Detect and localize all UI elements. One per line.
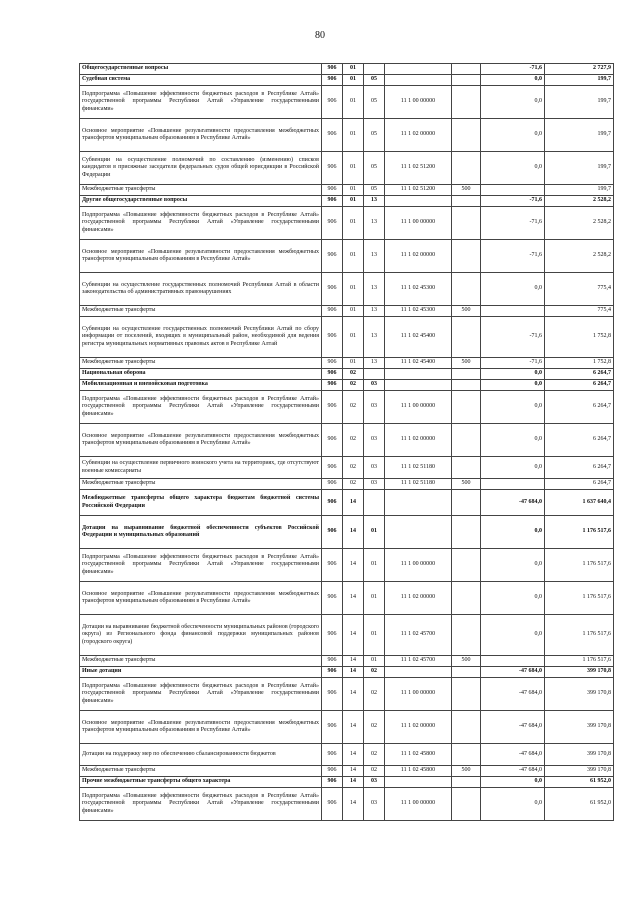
section-code-cell: 14 xyxy=(343,582,364,615)
row-name-cell: Основное мероприятие «Повышение результативности предоставления межбюджетных трансфертов муниципальным образованиям в Республике Алтай» xyxy=(80,240,322,273)
ved-code-cell: 906 xyxy=(322,744,343,766)
table-row xyxy=(80,207,614,240)
subsection-code-cell: 03 xyxy=(364,479,385,490)
section-code-cell: 01 xyxy=(343,240,364,273)
subsection-code-cell: 03 xyxy=(364,424,385,457)
table-row xyxy=(80,424,614,457)
row-name-cell: Другие общегосударственные вопросы xyxy=(80,196,322,207)
total-amount-cell: 1 752,8 xyxy=(545,358,614,369)
change-amount-cell: -47 684,0 xyxy=(481,744,545,766)
expense-type-cell xyxy=(452,711,481,744)
change-amount-cell: 0,0 xyxy=(481,380,545,391)
row-name-cell: Субвенции на осуществление полномочий по составлению (изменению) списков кандидатов в присяжные заседатели федеральных судов общей юрисдикции в Российской Федерации xyxy=(80,152,322,185)
total-amount-cell: 775,4 xyxy=(545,273,614,306)
expense-type-cell: 500 xyxy=(452,479,481,490)
expense-type-cell xyxy=(452,667,481,678)
section-code-cell: 14 xyxy=(343,656,364,667)
section-code-cell: 14 xyxy=(343,549,364,582)
ved-code-cell: 906 xyxy=(322,185,343,196)
subsection-code-cell: 13 xyxy=(364,306,385,317)
target-article-cell xyxy=(385,196,452,207)
section-code-cell: 14 xyxy=(343,615,364,656)
subsection-code-cell: 05 xyxy=(364,75,385,86)
target-article-cell: 11 1 00 00000 xyxy=(385,391,452,424)
total-amount-cell: 1 176 517,6 xyxy=(545,549,614,582)
target-article-cell: 11 1 00 00000 xyxy=(385,788,452,821)
table-row xyxy=(80,479,614,490)
expense-type-cell xyxy=(452,744,481,766)
change-amount-cell: 0,0 xyxy=(481,516,545,549)
ved-code-cell: 906 xyxy=(322,766,343,777)
target-article-cell: 11 1 02 45300 xyxy=(385,306,452,317)
subsection-code-cell: 05 xyxy=(364,152,385,185)
total-amount-cell: 6 264,7 xyxy=(545,369,614,380)
target-article-cell xyxy=(385,75,452,86)
total-amount-cell: 1 176 517,6 xyxy=(545,615,614,656)
expense-type-cell xyxy=(452,207,481,240)
ved-code-cell: 906 xyxy=(322,615,343,656)
target-article-cell: 11 1 02 45700 xyxy=(385,656,452,667)
subsection-code-cell: 02 xyxy=(364,744,385,766)
expense-type-cell xyxy=(452,678,481,711)
total-amount-cell: 2 528,2 xyxy=(545,240,614,273)
row-name-cell: Межбюджетные трансферты общего характера бюджетам бюджетной системы Российской Федерации xyxy=(80,490,322,516)
change-amount-cell: 0,0 xyxy=(481,549,545,582)
total-amount-cell: 1 176 517,6 xyxy=(545,516,614,549)
subsection-code-cell: 01 xyxy=(364,516,385,549)
expense-type-cell: 500 xyxy=(452,656,481,667)
change-amount-cell: -47 684,0 xyxy=(481,766,545,777)
change-amount-cell: -71,6 xyxy=(481,196,545,207)
change-amount-cell: 0,0 xyxy=(481,788,545,821)
table-row xyxy=(80,306,614,317)
total-amount-cell: 399 170,8 xyxy=(545,667,614,678)
subsection-code-cell xyxy=(364,64,385,75)
change-amount-cell: 0,0 xyxy=(481,119,545,152)
table-row xyxy=(80,86,614,119)
expense-type-cell xyxy=(452,152,481,185)
row-name-cell: Межбюджетные трансферты xyxy=(80,766,322,777)
target-article-cell: 11 1 02 51180 xyxy=(385,479,452,490)
ved-code-cell: 906 xyxy=(322,86,343,119)
table-row xyxy=(80,185,614,196)
row-name-cell: Основное мероприятие «Повышение результативности предоставления межбюджетных трансфертов муниципальным образованиям в Республике Алтай» xyxy=(80,119,322,152)
row-name-cell: Межбюджетные трансферты xyxy=(80,656,322,667)
row-name-cell: Субвенции на осуществление государственных полномочий Республики Алтай по сбору информации от поселений, входящих в муниципальный район, необходимой для ведения регистра муниципальных нормативных правовых актов в Республике Алтай xyxy=(80,317,322,358)
section-code-cell: 02 xyxy=(343,380,364,391)
change-amount-cell: 0,0 xyxy=(481,424,545,457)
ved-code-cell: 906 xyxy=(322,678,343,711)
expense-type-cell: 500 xyxy=(452,358,481,369)
row-name-cell: Дотации на выравнивание бюджетной обеспеченности субъектов Российской Федерации и муниципальных образований xyxy=(80,516,322,549)
change-amount-cell: 0,0 xyxy=(481,582,545,615)
section-code-cell: 14 xyxy=(343,711,364,744)
section-code-cell: 01 xyxy=(343,152,364,185)
subsection-code-cell: 13 xyxy=(364,196,385,207)
section-code-cell: 02 xyxy=(343,424,364,457)
row-name-cell: Межбюджетные трансферты xyxy=(80,479,322,490)
expense-type-cell xyxy=(452,424,481,457)
section-code-cell: 02 xyxy=(343,479,364,490)
section-code-cell: 01 xyxy=(343,207,364,240)
table-row xyxy=(80,667,614,678)
ved-code-cell: 906 xyxy=(322,207,343,240)
total-amount-cell: 199,7 xyxy=(545,185,614,196)
expense-type-cell xyxy=(452,582,481,615)
ved-code-cell: 906 xyxy=(322,306,343,317)
change-amount-cell: -47 684,0 xyxy=(481,711,545,744)
expense-type-cell xyxy=(452,777,481,788)
subsection-code-cell: 05 xyxy=(364,185,385,196)
change-amount-cell: 0,0 xyxy=(481,777,545,788)
section-code-cell: 01 xyxy=(343,273,364,306)
ved-code-cell: 906 xyxy=(322,380,343,391)
change-amount-cell: -71,6 xyxy=(481,240,545,273)
subsection-code-cell: 03 xyxy=(364,777,385,788)
total-amount-cell: 199,7 xyxy=(545,86,614,119)
table-row xyxy=(80,711,614,744)
row-name-cell: Дотации на поддержку мер по обеспечению сбалансированности бюджетов xyxy=(80,744,322,766)
section-code-cell: 01 xyxy=(343,64,364,75)
change-amount-cell xyxy=(481,306,545,317)
row-name-cell: Подпрограмма «Повышение эффективности бюджетных расходов в Республике Алтай» государственной программы Республики Алтай «Управление государственными финансами» xyxy=(80,391,322,424)
change-amount-cell: -71,6 xyxy=(481,64,545,75)
change-amount-cell: 0,0 xyxy=(481,152,545,185)
table-row xyxy=(80,369,614,380)
target-article-cell xyxy=(385,369,452,380)
target-article-cell xyxy=(385,64,452,75)
subsection-code-cell: 02 xyxy=(364,667,385,678)
row-name-cell: Национальная оборона xyxy=(80,369,322,380)
ved-code-cell: 906 xyxy=(322,273,343,306)
total-amount-cell: 399 170,8 xyxy=(545,711,614,744)
target-article-cell: 11 1 02 45700 xyxy=(385,615,452,656)
section-code-cell: 01 xyxy=(343,185,364,196)
expense-type-cell xyxy=(452,86,481,119)
table-row xyxy=(80,457,614,479)
table-row xyxy=(80,119,614,152)
target-article-cell xyxy=(385,380,452,391)
section-code-cell: 14 xyxy=(343,777,364,788)
total-amount-cell: 1 176 517,6 xyxy=(545,656,614,667)
target-article-cell: 11 1 02 51200 xyxy=(385,152,452,185)
total-amount-cell: 6 264,7 xyxy=(545,391,614,424)
total-amount-cell: 399 170,8 xyxy=(545,744,614,766)
ved-code-cell: 906 xyxy=(322,240,343,273)
row-name-cell: Основное мероприятие «Повышение результативности предоставления межбюджетных трансфертов муниципальным образованиям в Республике Алтай» xyxy=(80,582,322,615)
row-name-cell: Прочие межбюджетные трансферты общего характера xyxy=(80,777,322,788)
expense-type-cell: 500 xyxy=(452,306,481,317)
row-name-cell: Межбюджетные трансферты xyxy=(80,358,322,369)
section-code-cell: 02 xyxy=(343,369,364,380)
change-amount-cell: -47 684,0 xyxy=(481,667,545,678)
ved-code-cell: 906 xyxy=(322,152,343,185)
change-amount-cell xyxy=(481,185,545,196)
target-article-cell: 11 1 02 45800 xyxy=(385,744,452,766)
target-article-cell xyxy=(385,667,452,678)
table-row xyxy=(80,358,614,369)
section-code-cell: 14 xyxy=(343,744,364,766)
ved-code-cell: 906 xyxy=(322,196,343,207)
subsection-code-cell: 03 xyxy=(364,788,385,821)
ved-code-cell: 906 xyxy=(322,64,343,75)
table-row xyxy=(80,615,614,656)
table-row xyxy=(80,656,614,667)
target-article-cell: 11 1 02 45400 xyxy=(385,317,452,358)
expense-type-cell xyxy=(452,516,481,549)
target-article-cell: 11 1 02 51180 xyxy=(385,457,452,479)
target-article-cell: 11 1 00 00000 xyxy=(385,678,452,711)
target-article-cell: 11 1 02 00000 xyxy=(385,711,452,744)
ved-code-cell: 906 xyxy=(322,75,343,86)
change-amount-cell: 0,0 xyxy=(481,86,545,119)
target-article-cell: 11 1 02 45800 xyxy=(385,766,452,777)
page-number: 80 xyxy=(315,30,325,41)
change-amount-cell: 0,0 xyxy=(481,457,545,479)
subsection-code-cell: 13 xyxy=(364,358,385,369)
subsection-code-cell xyxy=(364,490,385,516)
section-code-cell: 14 xyxy=(343,516,364,549)
section-code-cell: 02 xyxy=(343,457,364,479)
row-name-cell: Субвенции на осуществление государственных полномочий Республики Алтай в области законодательства об административных правонарушениях xyxy=(80,273,322,306)
section-code-cell: 14 xyxy=(343,490,364,516)
ved-code-cell: 906 xyxy=(322,490,343,516)
change-amount-cell: 0,0 xyxy=(481,369,545,380)
subsection-code-cell: 01 xyxy=(364,582,385,615)
section-code-cell: 01 xyxy=(343,317,364,358)
section-code-cell: 14 xyxy=(343,667,364,678)
row-name-cell: Подпрограмма «Повышение эффективности бюджетных расходов в Республике Алтай» государственной программы Республики Алтай «Управление государственными финансами» xyxy=(80,678,322,711)
target-article-cell: 11 1 02 51200 xyxy=(385,185,452,196)
section-code-cell: 01 xyxy=(343,358,364,369)
subsection-code-cell: 05 xyxy=(364,119,385,152)
table-body xyxy=(80,64,614,821)
section-code-cell: 02 xyxy=(343,391,364,424)
total-amount-cell: 775,4 xyxy=(545,306,614,317)
ved-code-cell: 906 xyxy=(322,317,343,358)
total-amount-cell: 1 176 517,6 xyxy=(545,582,614,615)
subsection-code-cell: 01 xyxy=(364,549,385,582)
ved-code-cell: 906 xyxy=(322,391,343,424)
subsection-code-cell: 02 xyxy=(364,711,385,744)
row-name-cell: Судебная система xyxy=(80,75,322,86)
change-amount-cell: -47 684,0 xyxy=(481,490,545,516)
target-article-cell xyxy=(385,490,452,516)
ved-code-cell: 906 xyxy=(322,358,343,369)
table-row xyxy=(80,744,614,766)
expense-type-cell xyxy=(452,369,481,380)
expense-type-cell xyxy=(452,273,481,306)
table-row xyxy=(80,788,614,821)
section-code-cell: 14 xyxy=(343,766,364,777)
row-name-cell: Межбюджетные трансферты xyxy=(80,306,322,317)
table-row xyxy=(80,549,614,582)
section-code-cell: 01 xyxy=(343,119,364,152)
subsection-code-cell: 03 xyxy=(364,457,385,479)
ved-code-cell: 906 xyxy=(322,788,343,821)
total-amount-cell: 2 727,9 xyxy=(545,64,614,75)
total-amount-cell: 61 952,0 xyxy=(545,777,614,788)
table-row xyxy=(80,766,614,777)
total-amount-cell: 199,7 xyxy=(545,119,614,152)
row-name-cell: Основное мероприятие «Повышение результативности предоставления межбюджетных трансфертов муниципальным образованиям в Республике Алтай» xyxy=(80,424,322,457)
expense-type-cell xyxy=(452,457,481,479)
row-name-cell: Подпрограмма «Повышение эффективности бюджетных расходов в Республике Алтай» государственной программы Республики Алтай «Управление государственными финансами» xyxy=(80,788,322,821)
subsection-code-cell xyxy=(364,369,385,380)
subsection-code-cell: 01 xyxy=(364,615,385,656)
subsection-code-cell: 13 xyxy=(364,273,385,306)
ved-code-cell: 906 xyxy=(322,711,343,744)
change-amount-cell: -71,6 xyxy=(481,317,545,358)
expense-type-cell xyxy=(452,196,481,207)
total-amount-cell: 399 170,8 xyxy=(545,766,614,777)
change-amount-cell xyxy=(481,656,545,667)
ved-code-cell: 906 xyxy=(322,424,343,457)
target-article-cell: 11 1 02 45300 xyxy=(385,273,452,306)
section-code-cell: 14 xyxy=(343,678,364,711)
row-name-cell: Подпрограмма «Повышение эффективности бюджетных расходов в Республике Алтай» государственной программы Республики Алтай «Управление государственными финансами» xyxy=(80,207,322,240)
expense-type-cell xyxy=(452,490,481,516)
ved-code-cell: 906 xyxy=(322,119,343,152)
row-name-cell: Дотации на выравнивание бюджетной обеспеченности муниципальных районов (городского округа) из Регионального фонда финансовой поддержки муниципальных районов (городского округа) xyxy=(80,615,322,656)
table-row xyxy=(80,391,614,424)
ved-code-cell: 906 xyxy=(322,516,343,549)
row-name-cell: Субвенции на осуществление первичного воинского учета на территориях, где отсутствуют военные комиссариаты xyxy=(80,457,322,479)
target-article-cell: 11 1 02 00000 xyxy=(385,424,452,457)
table-row xyxy=(80,582,614,615)
ved-code-cell: 906 xyxy=(322,667,343,678)
section-code-cell: 14 xyxy=(343,788,364,821)
row-name-cell: Подпрограмма «Повышение эффективности бюджетных расходов в Республике Алтай» государственной программы Республики Алтай «Управление государственными финансами» xyxy=(80,86,322,119)
ved-code-cell: 906 xyxy=(322,479,343,490)
target-article-cell: 11 1 00 00000 xyxy=(385,86,452,119)
subsection-code-cell: 13 xyxy=(364,207,385,240)
target-article-cell: 11 1 00 00000 xyxy=(385,549,452,582)
change-amount-cell: -71,6 xyxy=(481,207,545,240)
subsection-code-cell: 02 xyxy=(364,678,385,711)
total-amount-cell: 199,7 xyxy=(545,152,614,185)
total-amount-cell: 2 528,2 xyxy=(545,207,614,240)
table-row xyxy=(80,64,614,75)
table-row xyxy=(80,152,614,185)
target-article-cell: 11 1 00 00000 xyxy=(385,207,452,240)
table-row xyxy=(80,380,614,391)
section-code-cell: 01 xyxy=(343,86,364,119)
ved-code-cell: 906 xyxy=(322,549,343,582)
change-amount-cell xyxy=(481,479,545,490)
total-amount-cell: 6 264,7 xyxy=(545,380,614,391)
table-row xyxy=(80,273,614,306)
ved-code-cell: 906 xyxy=(322,582,343,615)
target-article-cell: 11 1 02 00000 xyxy=(385,240,452,273)
section-code-cell: 01 xyxy=(343,196,364,207)
total-amount-cell: 6 264,7 xyxy=(545,479,614,490)
subsection-code-cell: 05 xyxy=(364,86,385,119)
expense-type-cell xyxy=(452,64,481,75)
total-amount-cell: 1 752,8 xyxy=(545,317,614,358)
table-row xyxy=(80,317,614,358)
budget-table xyxy=(79,63,614,821)
row-name-cell: Иные дотации xyxy=(80,667,322,678)
row-name-cell: Межбюджетные трансферты xyxy=(80,185,322,196)
total-amount-cell: 6 264,7 xyxy=(545,457,614,479)
ved-code-cell: 906 xyxy=(322,777,343,788)
row-name-cell: Основное мероприятие «Повышение результативности предоставления межбюджетных трансфертов муниципальным образованиям в Республике Алтай» xyxy=(80,711,322,744)
change-amount-cell: 0,0 xyxy=(481,273,545,306)
expense-type-cell xyxy=(452,317,481,358)
section-code-cell: 01 xyxy=(343,75,364,86)
ved-code-cell: 906 xyxy=(322,656,343,667)
target-article-cell: 11 1 02 45400 xyxy=(385,358,452,369)
table-row xyxy=(80,516,614,549)
total-amount-cell: 399 170,8 xyxy=(545,678,614,711)
subsection-code-cell: 02 xyxy=(364,766,385,777)
subsection-code-cell: 13 xyxy=(364,240,385,273)
expense-type-cell xyxy=(452,391,481,424)
target-article-cell: 11 1 02 00000 xyxy=(385,582,452,615)
table-row xyxy=(80,75,614,86)
row-name-cell: Мобилизационная и вневойсковая подготовка xyxy=(80,380,322,391)
total-amount-cell: 199,7 xyxy=(545,75,614,86)
expense-type-cell xyxy=(452,549,481,582)
expense-type-cell xyxy=(452,119,481,152)
table-row xyxy=(80,240,614,273)
subsection-code-cell: 13 xyxy=(364,317,385,358)
target-article-cell xyxy=(385,777,452,788)
table-row xyxy=(80,490,614,516)
ved-code-cell: 906 xyxy=(322,457,343,479)
subsection-code-cell: 01 xyxy=(364,656,385,667)
total-amount-cell: 6 264,7 xyxy=(545,424,614,457)
expense-type-cell xyxy=(452,788,481,821)
section-code-cell: 01 xyxy=(343,306,364,317)
target-article-cell: 11 1 02 00000 xyxy=(385,119,452,152)
change-amount-cell: 0,0 xyxy=(481,615,545,656)
expense-type-cell xyxy=(452,240,481,273)
subsection-code-cell: 03 xyxy=(364,391,385,424)
expense-type-cell xyxy=(452,380,481,391)
total-amount-cell: 1 637 640,4 xyxy=(545,490,614,516)
change-amount-cell: -71,6 xyxy=(481,358,545,369)
change-amount-cell: 0,0 xyxy=(481,75,545,86)
row-name-cell: Общегосударственные вопросы xyxy=(80,64,322,75)
expense-type-cell xyxy=(452,615,481,656)
expense-type-cell xyxy=(452,75,481,86)
subsection-code-cell: 03 xyxy=(364,380,385,391)
table-row xyxy=(80,196,614,207)
expense-type-cell: 500 xyxy=(452,185,481,196)
expense-type-cell: 500 xyxy=(452,766,481,777)
table-row xyxy=(80,678,614,711)
table-row xyxy=(80,777,614,788)
change-amount-cell: -47 684,0 xyxy=(481,678,545,711)
change-amount-cell: 0,0 xyxy=(481,391,545,424)
ved-code-cell: 906 xyxy=(322,369,343,380)
total-amount-cell: 2 528,2 xyxy=(545,196,614,207)
target-article-cell xyxy=(385,516,452,549)
total-amount-cell: 61 952,0 xyxy=(545,788,614,821)
row-name-cell: Подпрограмма «Повышение эффективности бюджетных расходов в Республике Алтай» государственной программы Республики Алтай «Управление государственными финансами» xyxy=(80,549,322,582)
